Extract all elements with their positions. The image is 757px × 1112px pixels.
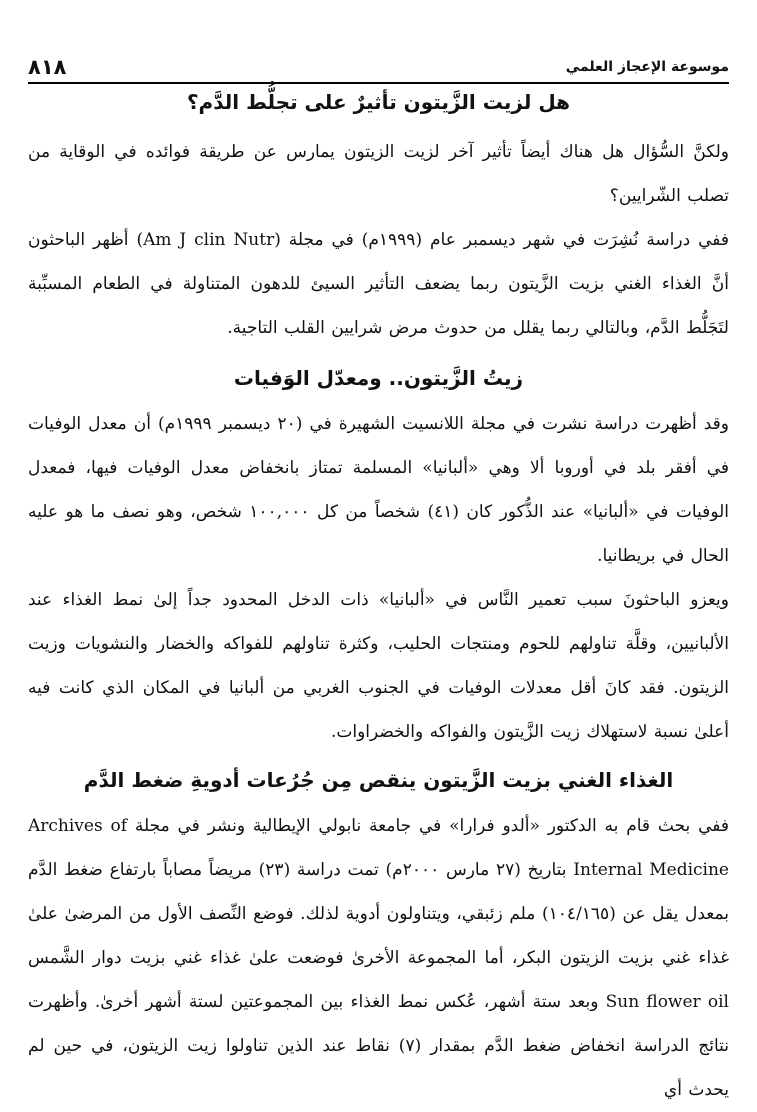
paragraph: وقد أظهرت دراسة نشرت في مجلة اللانسيت الشهيرة في (٢٠ ديسمبر ١٩٩٩م) أن معدل الوفيات في أفقر بلد في أوروبا ألا وهي «ألبانيا» المسلمة تمتاز بانخفاض معدل الوفيات فيها، فمعدل الوفيات في «ألبانيا» عند الذُّكور كان (٤١) شخصاً من كل ١٠٠,٠٠٠ شخص، وهو نصف ما هو عليه الحال في بريطانيا. (28, 414, 729, 566)
page-body (28, 88, 729, 1112)
paragraph: ففي بحث قام به الدكتور «ألدو فرارا» في جامعة نابولي الإيطالية ونشر في مجلة Archives of Internal Medicine بتاريخ (٢٧ مارس ٢٠٠٠م) تمت دراسة (٢٣) مريضاً مصاباً بارتفاع ضغط الدَّم بمعدل يقل عن (١٠٤/١٦٥) ملم زئبقي، ويتناولون أدوية لذلك. فوضع النِّصف الأول من المرضىٰ علىٰ غذاء غني بزيت الزيتون البكر، أما المجموعة الأخرىٰ فوضعت علىٰ غذاء غني بزيت دوار الشَّمس Sun flower oil وبعد ستة أشهر، عُكس نمط الغذاء بين المجموعتين لستة أشهر أخرىٰ. وأظهرت نتائج الدراسة انخفاض ضغط الدَّم بمقدار (٧) نقاط عند الذين تناولوا زيت الزيتون، في حين لم يحدث أي (28, 816, 730, 1100)
section-heading-blood-pressure: الغذاء الغني بزيت الزَّيتون ينقص مِن جُرُعات أدويةِ ضغط الدَّم (83, 768, 674, 792)
running-title: موسوعة الإعجاز العلمي (565, 59, 729, 75)
paragraph: ففي دراسة نُشِرَت في شهر ديسمبر عام (١٩٩٩م) في مجلة (Am J clin Nutr) أظهر الباحثون أنَّ الغذاء الغني بزيت الزَّيتون ربما يضعف التأثير السيئ للدهون المتناولة في الطعام المسبِّبة لتَجَلُّط الدَّم، وبالتالي ربما يقلل من حدوث مرض شرايين القلب التاجية. (28, 230, 730, 338)
paragraph: ولكنَّ السُّؤال هل هناك أيضاً تأثير آخر لزيت الزيتون يمارس عن طريقة فوائده في الوقاية من تصلب الشّرايين؟ (28, 142, 730, 206)
paragraph: ويعزو الباحثونَ سبب تعمير النَّاس في «ألبانيا» ذات الدخل المحدود جداً إلىٰ نمط الغذاء عند الألبانيين، وقلَّة تناولهم للحوم ومنتجات الحليب، وكثرة تناولهم للفواكه والخضار والنشويات وزيت الزيتون. فقد كانَ أقل معدلات الوفيات في الجنوب الغربي من ألبانيا في المكان الذي كانت فيه أعلىٰ نسبة لاستهلاك زيت الزَّيتون والفواكه والخضراوات. (28, 590, 729, 742)
section-heading-olive-oil-clotting: هل لزيت الزَّيتون تأثيرٌ على تجلُّط الدَّم؟ (186, 90, 571, 114)
page-number: ٨١٨ (28, 55, 67, 79)
page-header (28, 52, 729, 84)
section-heading-mortality-rate: زيتُ الزَّيتون.. ومعدّل الوَفيات (233, 366, 524, 390)
